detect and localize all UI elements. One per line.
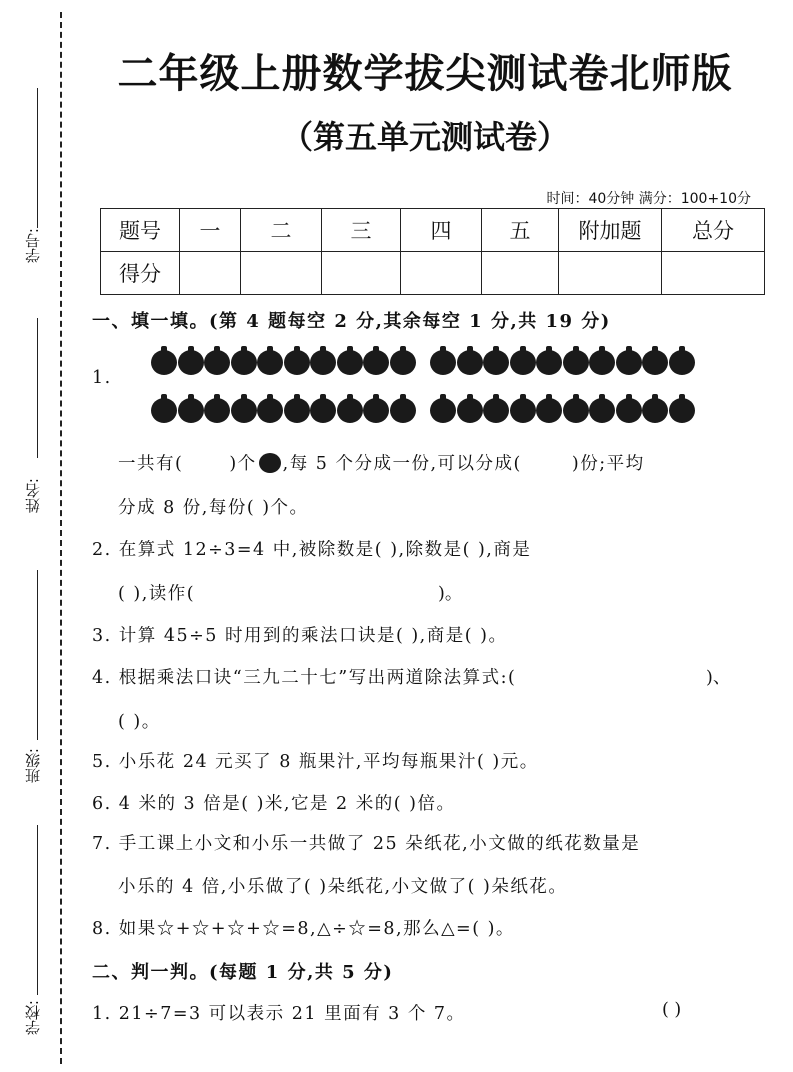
name-line <box>37 318 38 458</box>
fruit-icon <box>284 350 310 375</box>
fruit-icon <box>669 398 695 423</box>
fruit-icon <box>204 350 230 375</box>
score-table-header-row <box>101 209 765 252</box>
fruit-icon <box>363 398 389 423</box>
fruit-icon <box>642 398 668 423</box>
class-label: 班级: <box>24 748 42 784</box>
fruit-icon <box>310 350 336 375</box>
q2-line1: 2. 在算式 12÷3=4 中,被除数是( ),除数是( ),商是 <box>92 540 532 560</box>
school-label: 学校: <box>24 1000 42 1036</box>
q1-number: 1. <box>92 368 112 388</box>
q6-text: 6. 4 米的 3 倍是( )米,它是 2 米的( )倍。 <box>92 794 456 814</box>
q3-text: 3. 计算 45÷5 时用到的乘法口诀是( ),商是( )。 <box>92 626 508 646</box>
fruit-group <box>151 350 416 375</box>
fruit-icon <box>363 350 389 375</box>
school-line <box>37 825 38 995</box>
q4-line1a: 4. 根据乘法口诀“三九二十七”写出两道除法算式:( <box>92 668 517 688</box>
fruit-icon <box>510 350 536 375</box>
class-line <box>37 570 38 740</box>
s2-q1-text: 1. 21÷7=3 可以表示 21 里面有 3 个 7。 <box>92 1004 466 1024</box>
fruit-icon <box>616 350 642 375</box>
score-input-cell[interactable] <box>322 252 401 295</box>
name-label: 姓名: <box>24 478 42 514</box>
q4-line1b: )、 <box>706 668 731 688</box>
score-table-cell: 五 <box>482 209 559 252</box>
q1-line2: 分成 8 份,每份( )个。 <box>118 498 309 518</box>
page-title: 二年级上册数学拔尖测试卷北师版 <box>117 51 733 97</box>
fruit-icon <box>390 350 416 375</box>
fruit-icon <box>536 350 562 375</box>
score-input-cell[interactable] <box>180 252 241 295</box>
fruit-icon <box>257 398 283 423</box>
score-table-cell: 总分 <box>662 209 765 252</box>
fruit-icon <box>642 350 668 375</box>
student-id-label: 学号: <box>24 228 42 264</box>
q1-text-d: )份;平均 <box>571 454 645 474</box>
q2-line2a: ( ),读作( <box>118 584 196 604</box>
score-table-cell: 四 <box>401 209 482 252</box>
q2-line2b: )。 <box>438 584 463 604</box>
score-table-cell: 三 <box>322 209 401 252</box>
fruit-icon <box>563 398 589 423</box>
score-input-cell[interactable] <box>559 252 662 295</box>
q5-text: 5. 小乐花 24 元买了 8 瓶果汁,平均每瓶果汁( )元。 <box>92 752 539 772</box>
q8-text: 8. 如果☆+☆+☆+☆=8,△÷☆=8,那么△=( )。 <box>92 919 515 939</box>
fruit-icon <box>510 398 536 423</box>
score-table-score-row <box>101 252 765 295</box>
score-input-cell[interactable] <box>241 252 322 295</box>
exam-meta: 时间：40分钟 满分：100+10分 <box>546 191 751 207</box>
fruit-icon <box>178 398 204 423</box>
fruit-icon <box>337 398 363 423</box>
fruit-icon <box>257 350 283 375</box>
q7-line1: 7. 手工课上小文和小乐一共做了 25 朵纸花,小文做的纸花数量是 <box>92 834 641 854</box>
fruit-icon <box>457 350 483 375</box>
fruit-group <box>151 398 416 423</box>
fruit-icon <box>259 453 281 473</box>
score-input-cell[interactable] <box>662 252 765 295</box>
fruit-icon <box>483 350 509 375</box>
fruit-icon <box>284 398 310 423</box>
s2-q1-answer-paren[interactable]: ( ) <box>662 1000 682 1020</box>
q1-text-a: 一共有( <box>118 454 184 474</box>
score-input-cell[interactable] <box>401 252 482 295</box>
fruit-icon <box>151 350 177 375</box>
fruit-icon <box>457 398 483 423</box>
student-id-line <box>37 88 38 228</box>
fruit-icon <box>390 398 416 423</box>
score-table-cell: 题号 <box>101 209 180 252</box>
fruit-icon <box>616 398 642 423</box>
fruit-icon <box>483 398 509 423</box>
q4-line2: ( )。 <box>118 712 161 732</box>
fruit-icon <box>589 350 615 375</box>
score-table-cell: 二 <box>241 209 322 252</box>
score-row-label: 得分 <box>101 252 180 295</box>
binding-dashed-line <box>60 12 62 1064</box>
q1-line1 <box>118 450 645 475</box>
fruit-icon <box>337 350 363 375</box>
fruit-icon <box>589 398 615 423</box>
fruit-icon <box>178 350 204 375</box>
fruit-icon <box>310 398 336 423</box>
score-table-cell: 附加题 <box>559 209 662 252</box>
fruit-group <box>430 350 695 375</box>
fruit-icon <box>563 350 589 375</box>
fruit-icon <box>231 398 257 423</box>
q7-line2: 小乐的 4 倍,小乐做了( )朵纸花,小文做了( )朵纸花。 <box>118 877 568 897</box>
score-input-cell[interactable] <box>482 252 559 295</box>
fruit-icon <box>151 398 177 423</box>
score-table <box>100 208 765 295</box>
fruit-icon <box>204 398 230 423</box>
fruit-group <box>430 398 695 423</box>
q1-text-b: )个 <box>229 454 257 474</box>
fruit-icon <box>536 398 562 423</box>
fruit-icon <box>430 350 456 375</box>
section2-title: 二、判一判。(每题 1 分,共 5 分) <box>92 962 394 983</box>
q1-text-c: ,每 5 个分成一份,可以分成( <box>282 454 522 474</box>
page-subtitle: （第五单元测试卷） <box>280 118 569 156</box>
section1-title: 一、填一填。(第 4 题每空 2 分,其余每空 1 分,共 19 分) <box>92 311 611 332</box>
fruit-icon <box>430 398 456 423</box>
score-table-cell: 一 <box>180 209 241 252</box>
fruit-icon <box>231 350 257 375</box>
fruit-icon <box>669 350 695 375</box>
